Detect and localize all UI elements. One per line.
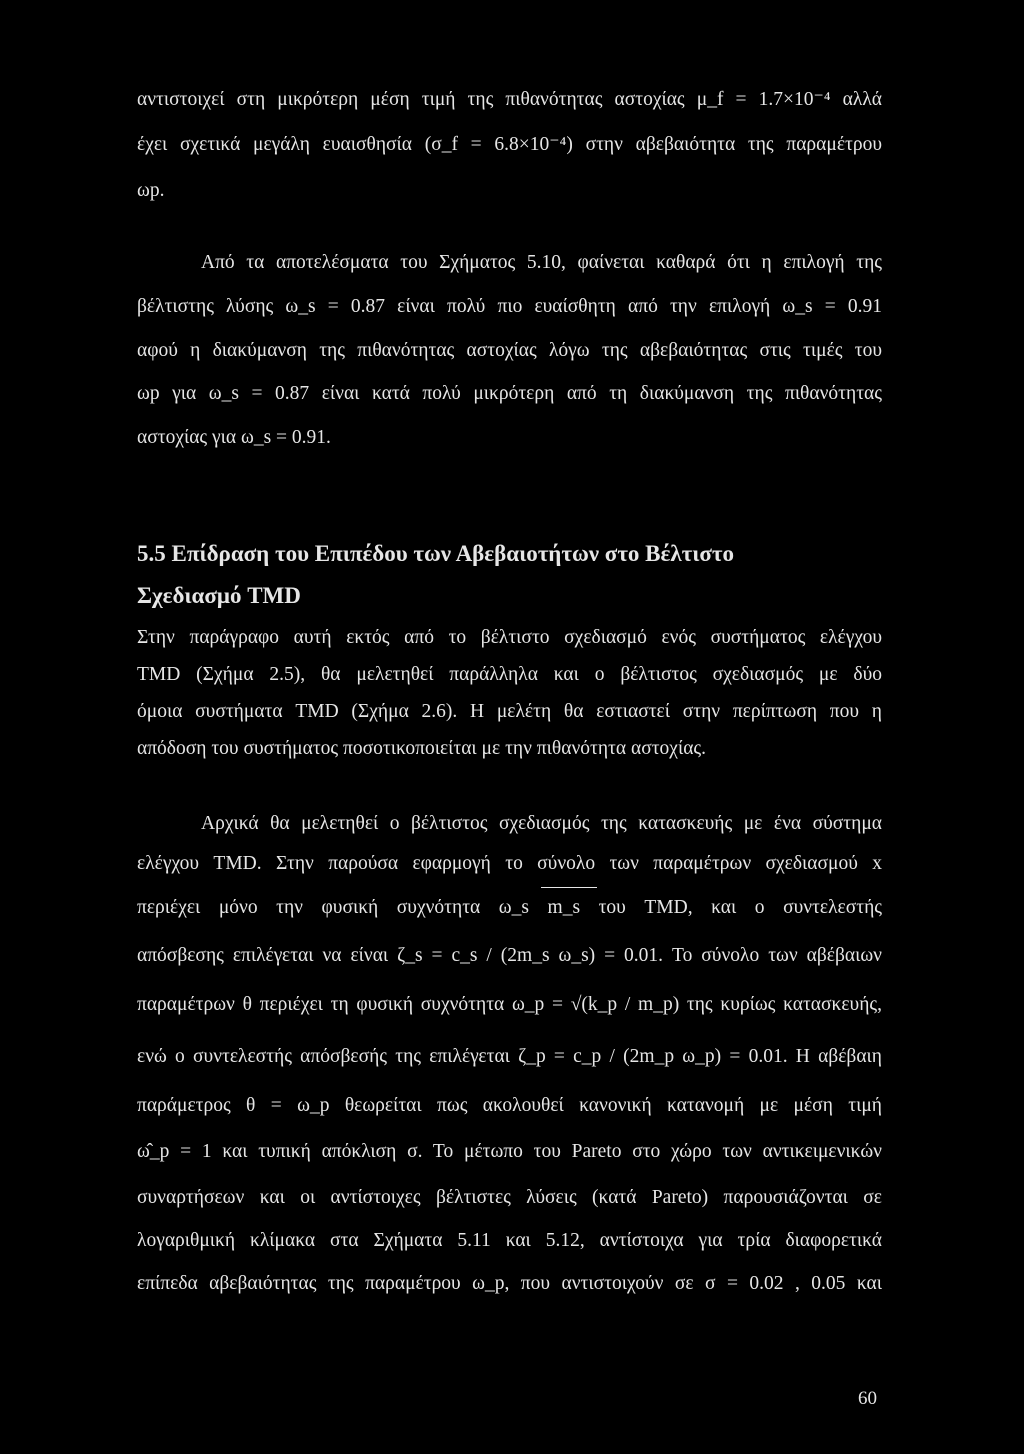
paragraph4-line-10: λογαριθμική κλίμακα στα Σχήματα 5.11 και 5.12, αντίστοιχα για τρία διαφορετικά bbox=[137, 1230, 882, 1251]
paragraph4-line-4: απόσβεσης επιλέγεται να είναι ζ_s = c_s / (2m_s ω_s) = 0.01. Το σύνολο των αβέβαιων bbox=[137, 945, 882, 966]
paragraph2-line-5: αστοχίας για ω_s = 0.91. bbox=[137, 427, 331, 448]
paragraph1-line-1: αντιστοιχεί στη μικρότερη μέση τιμή της πιθανότητας αστοχίας μ_f = 1.7×10⁻⁴ αλλά bbox=[137, 89, 882, 110]
section-heading-line-1: 5.5 Επίδραση του Επιπέδου των Αβεβαιοτήτων στο Βέλτιστο bbox=[137, 541, 734, 566]
paragraph4-line-1: Αρχικά θα μελετηθεί ο βέλτιστος σχεδιασμός της κατασκευής με ένα σύστημα bbox=[201, 813, 882, 834]
paragraph4-line-9: συναρτήσεων και οι αντίστοιχες βέλτιστες λύσεις (κατά Pareto) παρουσιάζονται σε bbox=[137, 1187, 882, 1208]
paragraph4-line-6: ενώ ο συντελεστής απόσβεσής της επιλέγεται ζ_p = c_p / (2m_p ω_p) = 0.01. Η αβέβαιη bbox=[137, 1046, 882, 1067]
page-number: 60 bbox=[858, 1388, 877, 1409]
paragraph2-line-3: αφού η διακύμανση της πιθανότητας αστοχίας λόγω της αβεβαιότητας στις τιμές του bbox=[137, 340, 882, 361]
paragraph4-line-2: ελέγχου TMD. Στην παρούσα εφαρμογή το σύνολο των παραμέτρων σχεδιασμού x bbox=[137, 853, 882, 874]
paragraph3-line-3: όμοια συστήματα TMD (Σχήμα 2.6). Η μελέτη θα εστιαστεί στην περίπτωση που η bbox=[137, 701, 882, 722]
paragraph1-line-2: έχει σχετικά μεγάλη ευαισθησία (σ_f = 6.8×10⁻⁴) στην αβεβαιότητα της παραμέτρου bbox=[137, 134, 882, 155]
overline-rule bbox=[541, 887, 597, 888]
section-heading-line-2: Σχεδιασμό TMD bbox=[137, 583, 301, 608]
paragraph3-line-2: TMD (Σχήμα 2.5), θα μελετηθεί παράλληλα και ο βέλτιστος σχεδιασμός με δύο bbox=[137, 664, 882, 685]
paragraph3-line-4: απόδοση του συστήματος ποσοτικοποιείται με την πιθανότητα αστοχίας. bbox=[137, 738, 707, 759]
paragraph2-line-2: βέλτιστης λύσης ω_s = 0.87 είναι πολύ πιο ευαίσθητη από την επιλογή ω_s = 0.91 bbox=[137, 296, 882, 317]
paragraph2-line-1: Από τα αποτελέσματα του Σχήματος 5.10, φαίνεται καθαρά ότι η επιλογή της bbox=[201, 252, 882, 273]
paragraph1-line-3: ωp. bbox=[137, 180, 165, 201]
paragraph4-line-11: επίπεδα αβεβαιότητας της παραμέτρου ω_p, που αντιστοιχούν σε σ = 0.02 , 0.05 και bbox=[137, 1273, 882, 1294]
paragraph4-line-3: περιέχει μόνο την φυσική συχνότητα ω_s m_s του TMD, και ο συντελεστής bbox=[137, 897, 882, 918]
paragraph4-line-5: παραμέτρων θ περιέχει τη φυσική συχνότητα ω_p = √(k_p / m_p) της κυρίως κατασκευής, bbox=[137, 994, 882, 1015]
paragraph4-line-7: παράμετρος θ = ω_p θεωρείται πως ακολουθεί κανονική κατανομή με μέση τιμή bbox=[137, 1095, 882, 1116]
paragraph4-line-8: ω̂_p = 1 και τυπική απόκλιση σ. Το μέτωπο του Pareto στο χώρο των αντικειμενικών bbox=[137, 1141, 882, 1162]
paragraph3-line-1: Στην παράγραφο αυτή εκτός από το βέλτιστο σχεδιασμό ενός συστήματος ελέγχου bbox=[137, 627, 882, 648]
paragraph2-line-4: ωp για ω_s = 0.87 είναι κατά πολύ μικρότερη από τη διακύμανση της πιθανότητας bbox=[137, 383, 882, 404]
